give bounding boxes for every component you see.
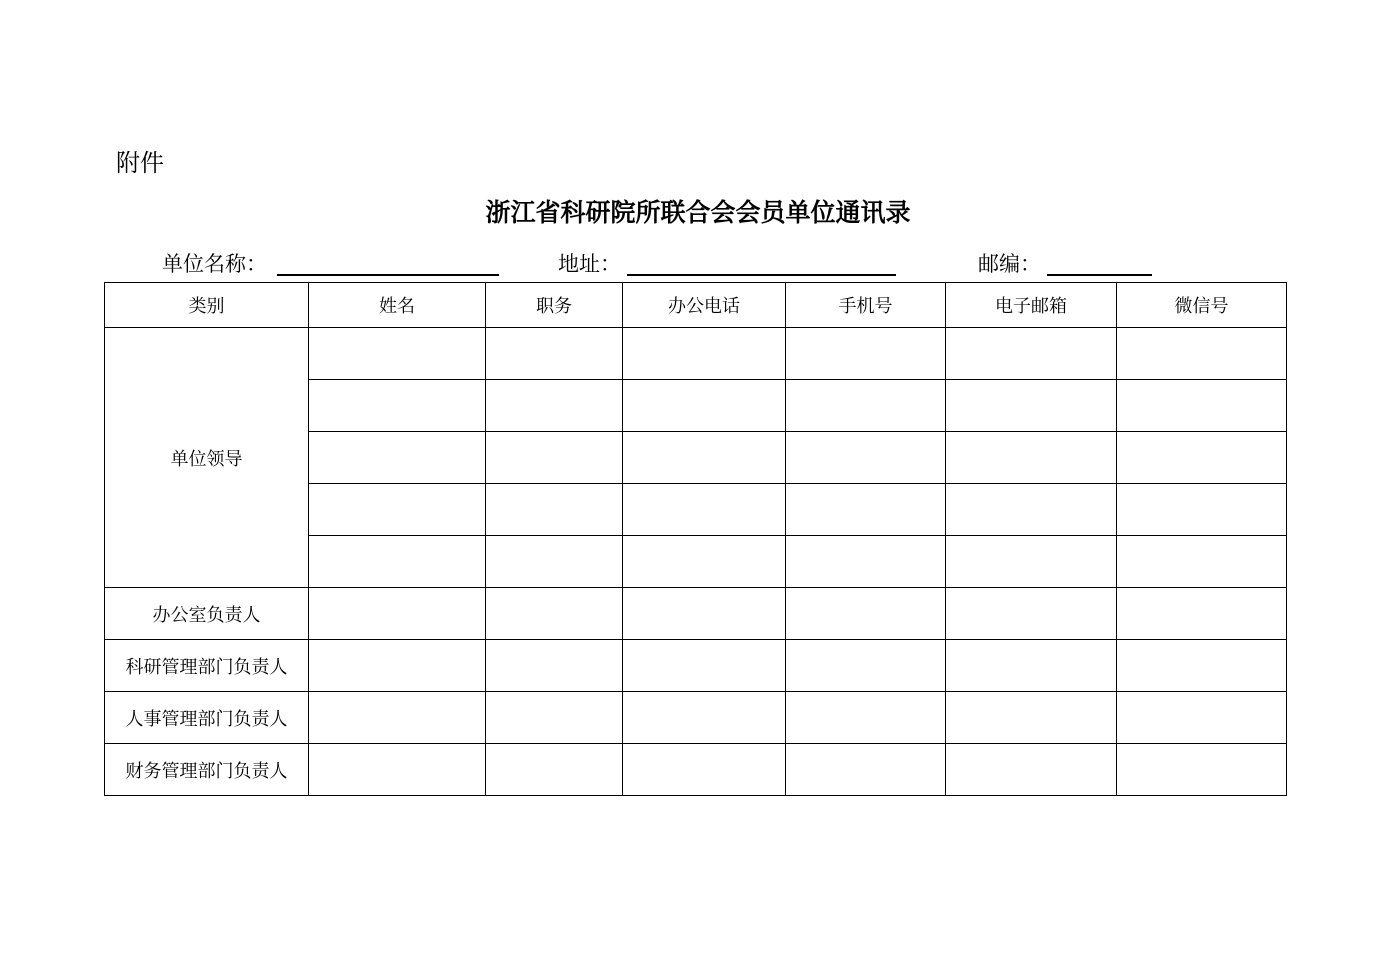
table-cell[interactable] xyxy=(1117,484,1287,536)
table-row xyxy=(105,588,1287,640)
table-cell[interactable] xyxy=(309,640,486,692)
table-cell[interactable] xyxy=(786,536,946,588)
table-cell[interactable] xyxy=(486,328,623,380)
table-cell[interactable] xyxy=(786,328,946,380)
table-cell[interactable] xyxy=(786,588,946,640)
table-cell[interactable] xyxy=(486,692,623,744)
table-cell[interactable] xyxy=(1117,328,1287,380)
table-cell[interactable] xyxy=(946,692,1117,744)
table-cell[interactable] xyxy=(1117,744,1287,796)
table-cell[interactable] xyxy=(309,432,486,484)
table-cell[interactable] xyxy=(309,692,486,744)
table-cell[interactable] xyxy=(1117,380,1287,432)
category-research: 科研管理部门负责人 xyxy=(105,640,309,692)
address-field[interactable] xyxy=(627,274,896,276)
table-cell[interactable] xyxy=(623,588,786,640)
table-cell[interactable] xyxy=(786,640,946,692)
table-cell[interactable] xyxy=(946,328,1117,380)
attachment-label: 附件 xyxy=(116,149,164,177)
category-office: 办公室负责人 xyxy=(105,588,309,640)
table-row xyxy=(105,744,1287,796)
table-cell[interactable] xyxy=(486,432,623,484)
table-cell[interactable] xyxy=(309,484,486,536)
table-cell[interactable] xyxy=(1117,640,1287,692)
table-cell[interactable] xyxy=(1117,432,1287,484)
table-cell[interactable] xyxy=(1117,588,1287,640)
table-cell[interactable] xyxy=(946,744,1117,796)
table-cell[interactable] xyxy=(946,640,1117,692)
table-cell[interactable] xyxy=(309,380,486,432)
unit-name-label: 单位名称： xyxy=(162,252,267,276)
table-cell[interactable] xyxy=(623,640,786,692)
table-cell[interactable] xyxy=(486,536,623,588)
category-hr: 人事管理部门负责人 xyxy=(105,692,309,744)
table-cell[interactable] xyxy=(786,692,946,744)
address-label: 地址： xyxy=(558,252,621,276)
table-cell[interactable] xyxy=(309,536,486,588)
postcode-label: 邮编： xyxy=(978,252,1041,276)
header-category: 类别 xyxy=(105,283,309,328)
table-cell[interactable] xyxy=(623,536,786,588)
contact-table xyxy=(104,282,1287,796)
table-cell[interactable] xyxy=(309,588,486,640)
table-cell[interactable] xyxy=(623,692,786,744)
table-row xyxy=(105,692,1287,744)
table-cell[interactable] xyxy=(946,588,1117,640)
document-title: 浙江省科研院所联合会会员单位通讯录 xyxy=(485,198,911,227)
table-cell[interactable] xyxy=(623,380,786,432)
table-cell[interactable] xyxy=(623,328,786,380)
header-office-phone: 办公电话 xyxy=(623,283,786,328)
header-name: 姓名 xyxy=(309,283,486,328)
table-cell[interactable] xyxy=(1117,692,1287,744)
table-cell[interactable] xyxy=(946,432,1117,484)
table-cell[interactable] xyxy=(486,640,623,692)
category-leaders: 单位领导 xyxy=(105,328,309,588)
table-cell[interactable] xyxy=(623,744,786,796)
table-cell[interactable] xyxy=(623,484,786,536)
table-cell[interactable] xyxy=(786,744,946,796)
table-cell[interactable] xyxy=(486,484,623,536)
postcode-field[interactable] xyxy=(1047,274,1152,276)
table-cell[interactable] xyxy=(486,380,623,432)
table-cell[interactable] xyxy=(786,484,946,536)
header-wechat: 微信号 xyxy=(1117,283,1287,328)
table-header-row xyxy=(105,283,1287,328)
table-cell[interactable] xyxy=(623,432,786,484)
table-cell[interactable] xyxy=(309,328,486,380)
header-email: 电子邮箱 xyxy=(946,283,1117,328)
table-cell[interactable] xyxy=(946,484,1117,536)
table-cell[interactable] xyxy=(309,744,486,796)
category-finance: 财务管理部门负责人 xyxy=(105,744,309,796)
table-cell[interactable] xyxy=(486,588,623,640)
table-cell[interactable] xyxy=(946,536,1117,588)
table-cell[interactable] xyxy=(786,432,946,484)
table-cell[interactable] xyxy=(486,744,623,796)
table-row xyxy=(105,328,1287,380)
table-cell[interactable] xyxy=(786,380,946,432)
header-position: 职务 xyxy=(486,283,623,328)
unit-name-field[interactable] xyxy=(277,274,499,276)
table-row xyxy=(105,640,1287,692)
table-cell[interactable] xyxy=(1117,536,1287,588)
header-mobile: 手机号 xyxy=(786,283,946,328)
table-cell[interactable] xyxy=(946,380,1117,432)
